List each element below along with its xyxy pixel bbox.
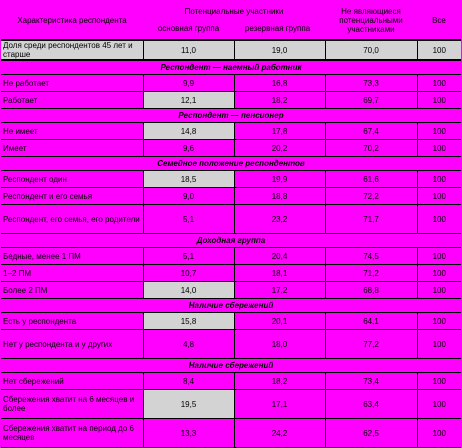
reserve-group-value: 18,8 xyxy=(234,188,325,205)
table-row xyxy=(1,313,461,330)
all-value: 100 xyxy=(417,265,461,282)
row-label: Респондент, его семья, его родители xyxy=(1,205,143,234)
non-participants-value: 71,7 xyxy=(325,205,417,234)
row-label: Имеет xyxy=(1,140,143,157)
non-participants-value: 71,2 xyxy=(325,265,417,282)
row-label: Нет сбережений xyxy=(1,373,143,390)
row-label: 1–2 ПМ xyxy=(1,265,143,282)
header-potential-cell xyxy=(143,1,325,40)
reserve-group-value: 17,2 xyxy=(234,282,325,299)
main-group-value: 9,9 xyxy=(143,75,234,92)
main-group-value: 4,8 xyxy=(143,330,234,359)
row-label: Сбережения хватит на 6 месяцев и более xyxy=(1,390,143,419)
table-row xyxy=(1,390,461,419)
section-header-row xyxy=(1,299,461,313)
non-participants-value: 73,4 xyxy=(325,373,417,390)
section-header: Наличие сбережений xyxy=(1,299,461,313)
main-group-value: 18,5 xyxy=(143,171,234,188)
table-row xyxy=(1,248,461,265)
header-row xyxy=(1,1,461,40)
row-label: Не имеет xyxy=(1,123,143,140)
header-main-group: основная группа xyxy=(157,24,220,33)
all-value: 100 xyxy=(417,140,461,157)
section-header: Респондент — пенсионер xyxy=(1,109,461,123)
row-label: Работает xyxy=(1,92,143,109)
non-participants-value: 72,2 xyxy=(325,188,417,205)
main-group-value: 5,1 xyxy=(143,205,234,234)
section-header: Наличие сбережений xyxy=(1,359,461,373)
reserve-group-value: 16,8 xyxy=(234,75,325,92)
row-label: Сбережения хватит на период до 6 месяцев xyxy=(1,419,143,448)
all-value: 100 xyxy=(417,282,461,299)
reserve-group-value: 19,0 xyxy=(234,40,325,60)
reserve-group-value: 24,2 xyxy=(234,419,325,448)
main-group-value: 15,8 xyxy=(143,313,234,330)
reserve-group-value: 18,0 xyxy=(234,330,325,359)
all-value: 100 xyxy=(417,171,461,188)
non-participants-value: 70,0 xyxy=(325,40,417,60)
row-label: Более 2 ПМ xyxy=(1,282,143,299)
reserve-group-value: 20,2 xyxy=(234,140,325,157)
main-group-value: 9,0 xyxy=(143,188,234,205)
all-value: 100 xyxy=(417,75,461,92)
reserve-group-value: 17,1 xyxy=(234,390,325,419)
table-row xyxy=(1,330,461,359)
main-group-value: 8,4 xyxy=(143,373,234,390)
table-row xyxy=(1,373,461,390)
all-value: 100 xyxy=(417,205,461,234)
all-value: 100 xyxy=(417,373,461,390)
all-value: 100 xyxy=(417,390,461,419)
section-header-row xyxy=(1,157,461,171)
row-label: Есть у респондента xyxy=(1,313,143,330)
main-group-value: 13,3 xyxy=(143,419,234,448)
non-participants-value: 68,8 xyxy=(325,282,417,299)
main-group-value: 12,1 xyxy=(143,92,234,109)
table-row xyxy=(1,75,461,92)
non-participants-value: 73,3 xyxy=(325,75,417,92)
table-row xyxy=(1,92,461,109)
main-group-value: 11,0 xyxy=(143,40,234,60)
row-label: Респондент и его семья xyxy=(1,188,143,205)
main-group-value: 5,1 xyxy=(143,248,234,265)
section-header-row xyxy=(1,60,461,75)
header-reserve-group: резервная группа xyxy=(244,24,311,33)
section-header: Семейное положение респондентов xyxy=(1,157,461,171)
reserve-group-value: 20,1 xyxy=(234,313,325,330)
table-row xyxy=(1,40,461,60)
non-participants-value: 62,5 xyxy=(325,419,417,448)
non-participants-value: 61,6 xyxy=(325,171,417,188)
main-group-value: 19,5 xyxy=(143,390,234,419)
all-value: 100 xyxy=(417,330,461,359)
table-row xyxy=(1,188,461,205)
main-group-value: 10,7 xyxy=(143,265,234,282)
table-row xyxy=(1,171,461,188)
row-label: Доля среди респондентов 45 лет и старше xyxy=(1,40,143,60)
header-non-participants: Не являющиеся потенциальными участниками xyxy=(339,6,403,34)
section-header: Доходная группа xyxy=(1,234,461,248)
row-label: Бедные, менее 1 ПМ xyxy=(1,248,143,265)
reserve-group-value: 18,1 xyxy=(234,265,325,282)
all-value: 100 xyxy=(417,123,461,140)
main-group-value: 14,0 xyxy=(143,282,234,299)
header-all: Все xyxy=(432,15,446,25)
non-participants-value: 69,7 xyxy=(325,92,417,109)
main-group-value: 14,8 xyxy=(143,123,234,140)
non-participants-value: 64,1 xyxy=(325,313,417,330)
all-value: 100 xyxy=(417,248,461,265)
reserve-group-value: 18,2 xyxy=(234,373,325,390)
all-value: 100 xyxy=(417,188,461,205)
table-row xyxy=(1,282,461,299)
table-row xyxy=(1,419,461,448)
section-header-row xyxy=(1,234,461,248)
non-participants-value: 70,2 xyxy=(325,140,417,157)
non-participants-value: 77,2 xyxy=(325,330,417,359)
reserve-group-value: 18,2 xyxy=(234,92,325,109)
all-value: 100 xyxy=(417,92,461,109)
non-participants-value: 63,4 xyxy=(325,390,417,419)
reserve-group-value: 19,9 xyxy=(234,171,325,188)
header-respondent: Характеристика респондента xyxy=(17,15,127,25)
reserve-group-value: 17,8 xyxy=(234,123,325,140)
all-value: 100 xyxy=(417,313,461,330)
non-participants-value: 67,4 xyxy=(325,123,417,140)
section-header-row xyxy=(1,109,461,123)
section-header: Респондент — наемный работник xyxy=(1,60,461,75)
main-group-value: 9,6 xyxy=(143,140,234,157)
reserve-group-value: 23,2 xyxy=(234,205,325,234)
section-header-row xyxy=(1,359,461,373)
row-label: Нет у респондента и у других xyxy=(1,330,143,359)
header-potential: Потенциальные участники xyxy=(184,7,284,16)
table-row xyxy=(1,140,461,157)
reserve-group-value: 20,4 xyxy=(234,248,325,265)
statistics-table xyxy=(1,1,461,448)
table-row xyxy=(1,265,461,282)
row-label: Не работает xyxy=(1,75,143,92)
all-value: 100 xyxy=(417,419,461,448)
non-participants-value: 74,5 xyxy=(325,248,417,265)
table-row xyxy=(1,123,461,140)
header-subgroups xyxy=(145,24,323,33)
table-row xyxy=(1,205,461,234)
all-value: 100 xyxy=(417,40,461,60)
row-label: Респондент один xyxy=(1,171,143,188)
